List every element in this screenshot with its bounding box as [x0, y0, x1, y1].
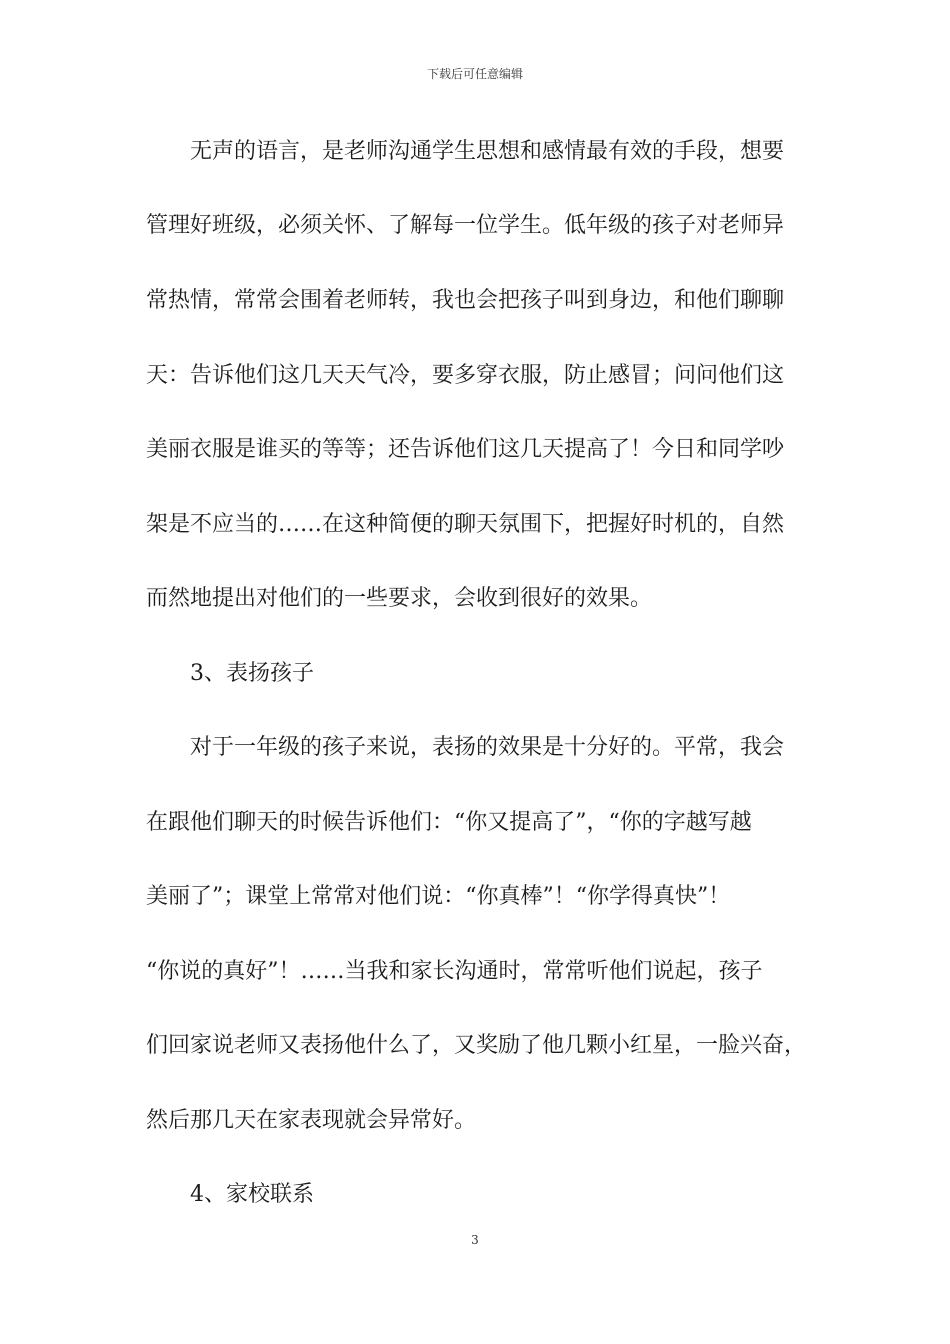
paragraph-line: “你说的真好”！……当我和家长沟通时，常常听他们说起，孩子	[146, 959, 763, 984]
paragraph-line: 无声的语言，是老师沟通学生思想和感情最有效的手段，想要	[190, 139, 785, 164]
section-heading: 3、表扬孩子	[190, 661, 314, 686]
paragraph-line: 美丽了”；课堂上常常对他们说：“你真棒”！“你学得真快”！	[146, 884, 731, 909]
paragraph-line: 然后那几天在家表现就会异常好。	[146, 1108, 477, 1133]
paragraph-line: 们回家说老师又表扬他什么了，又奖励了他几颗小红星，一脸兴奋，	[146, 1033, 807, 1058]
paragraph-line: 在跟他们聊天的时候告诉他们：“你又提高了”，“你的字越写越	[146, 810, 752, 835]
page-number: 3	[471, 1233, 479, 1247]
paragraph-line: 而然地提出对他们的一些要求，会收到很好的效果。	[146, 586, 653, 611]
paragraph-line: 美丽衣服是谁买的等等；还告诉他们这几天提高了！今日和同学吵	[146, 437, 785, 462]
paragraph-line: 架是不应当的……在这种简便的聊天氛围下，把握好时机的，自然	[146, 512, 785, 537]
page-header: 下载后可任意编辑	[426, 67, 523, 81]
paragraph-line: 管理好班级，必须关怀、了解每一位学生。低年级的孩子对老师异	[146, 213, 785, 238]
paragraph-line: 对于一年级的孩子来说，表扬的效果是十分好的。平常，我会	[190, 735, 785, 760]
paragraph-line: 天：告诉他们这几天天气冷，要多穿衣服，防止感冒；问问他们这	[146, 363, 785, 388]
paragraph-line: 常热情，常常会围着老师转，我也会把孩子叫到身边，和他们聊聊	[146, 288, 785, 313]
section-heading: 4、家校联系	[190, 1182, 314, 1207]
